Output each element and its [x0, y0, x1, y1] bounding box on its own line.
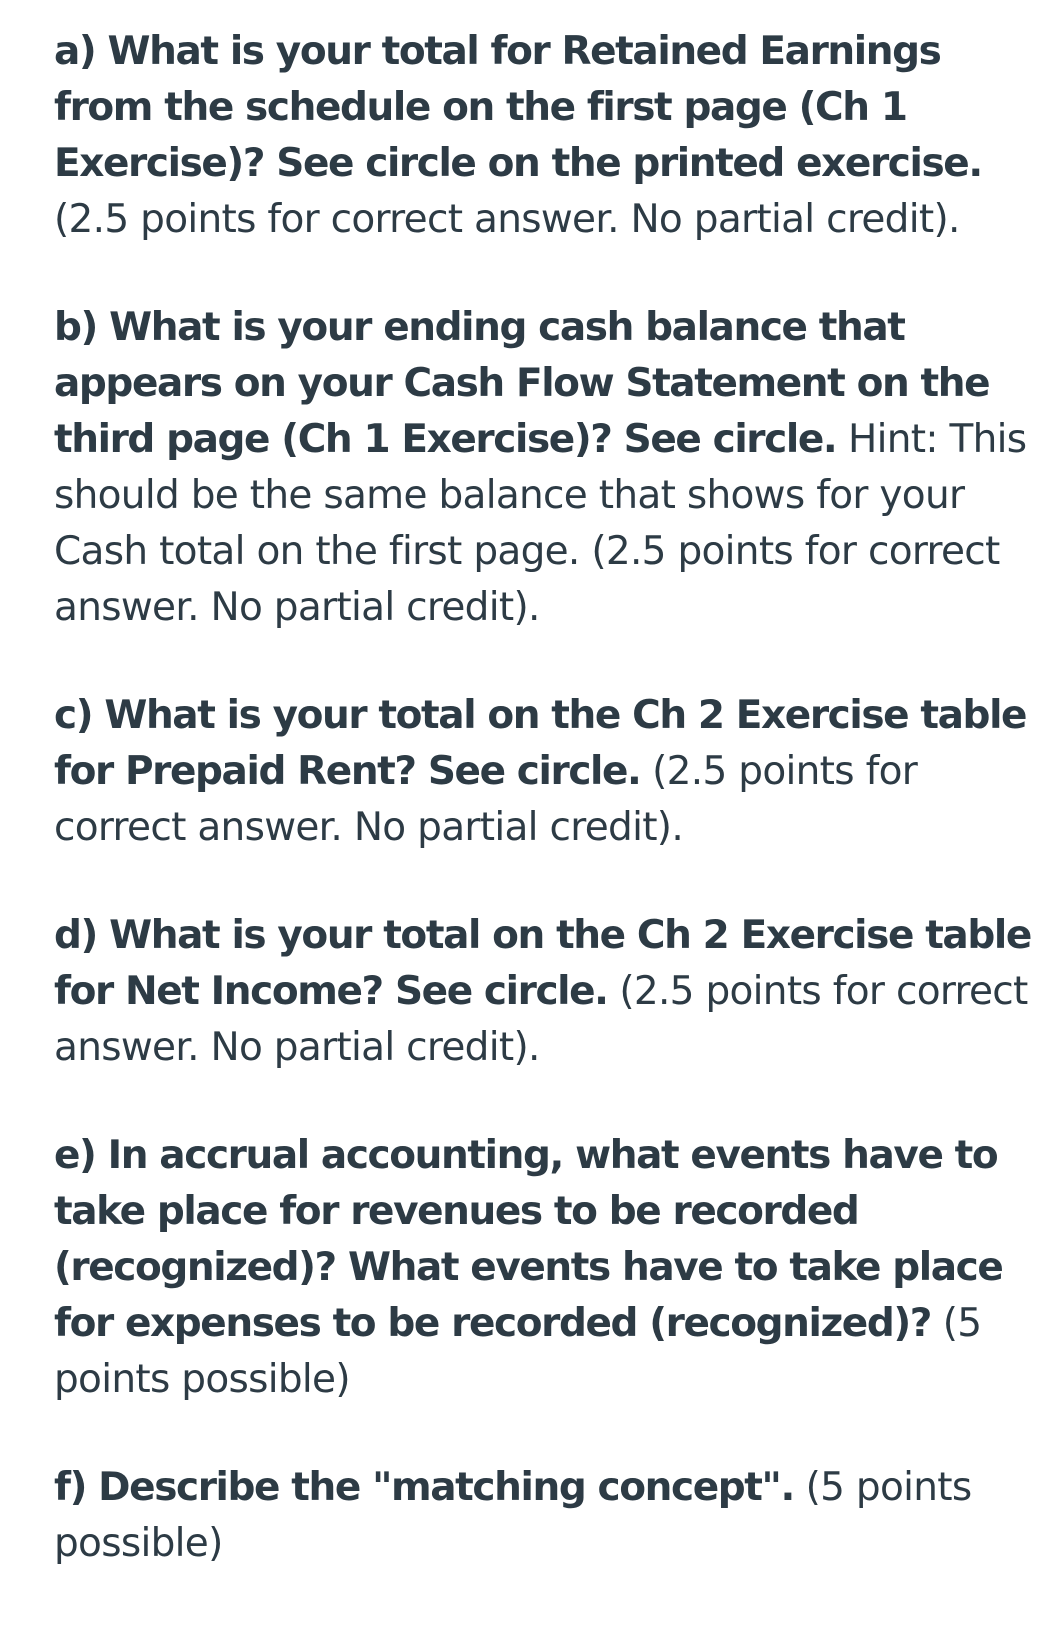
question-a-prompt: a) What is your total for Retained Earnings from the schedule on the first page (Ch 1 Exercise)? See circle on the printed exercise.: [54, 29, 982, 186]
question-f-prompt: f) Describe the "matching concept".: [54, 1465, 794, 1510]
question-c-prompt: c) What is your total on the Ch 2 Exercise table for Prepaid Rent? See circle.: [54, 693, 1027, 794]
question-f: [54, 1460, 1044, 1572]
question-f-points: (5 points possible): [54, 1465, 972, 1566]
question-a-points: (2.5 points for correct answer. No partial credit).: [54, 197, 960, 242]
question-e: [54, 1128, 1044, 1408]
question-e-points: (5 points possible): [54, 1301, 982, 1402]
question-e-prompt: e) In accrual accounting, what events have to take place for revenues to be recorded (recognized)? What events have to take place for expenses to be recorded (recognized)?: [54, 1133, 1003, 1346]
question-b-prompt: b) What is your ending cash balance that appears on your Cash Flow Statement on the third page (Ch 1 Exercise)? See circle.: [54, 305, 990, 462]
question-d-points: (2.5 points for correct answer. No partial credit).: [54, 969, 1028, 1070]
question-c: [54, 688, 1044, 856]
question-d-prompt: d) What is your total on the Ch 2 Exercise table for Net Income? See circle.: [54, 913, 1031, 1014]
question-b: [54, 300, 1044, 636]
question-b-points: Hint: This should be the same balance that shows for your Cash total on the first page. (2.5 points for correct answer. No partial credit).: [54, 417, 1027, 630]
question-d: [54, 908, 1044, 1076]
question-list: [54, 24, 1044, 1572]
question-a: [54, 24, 1044, 248]
question-c-points: (2.5 points for correct answer. No partial credit).: [54, 749, 918, 850]
